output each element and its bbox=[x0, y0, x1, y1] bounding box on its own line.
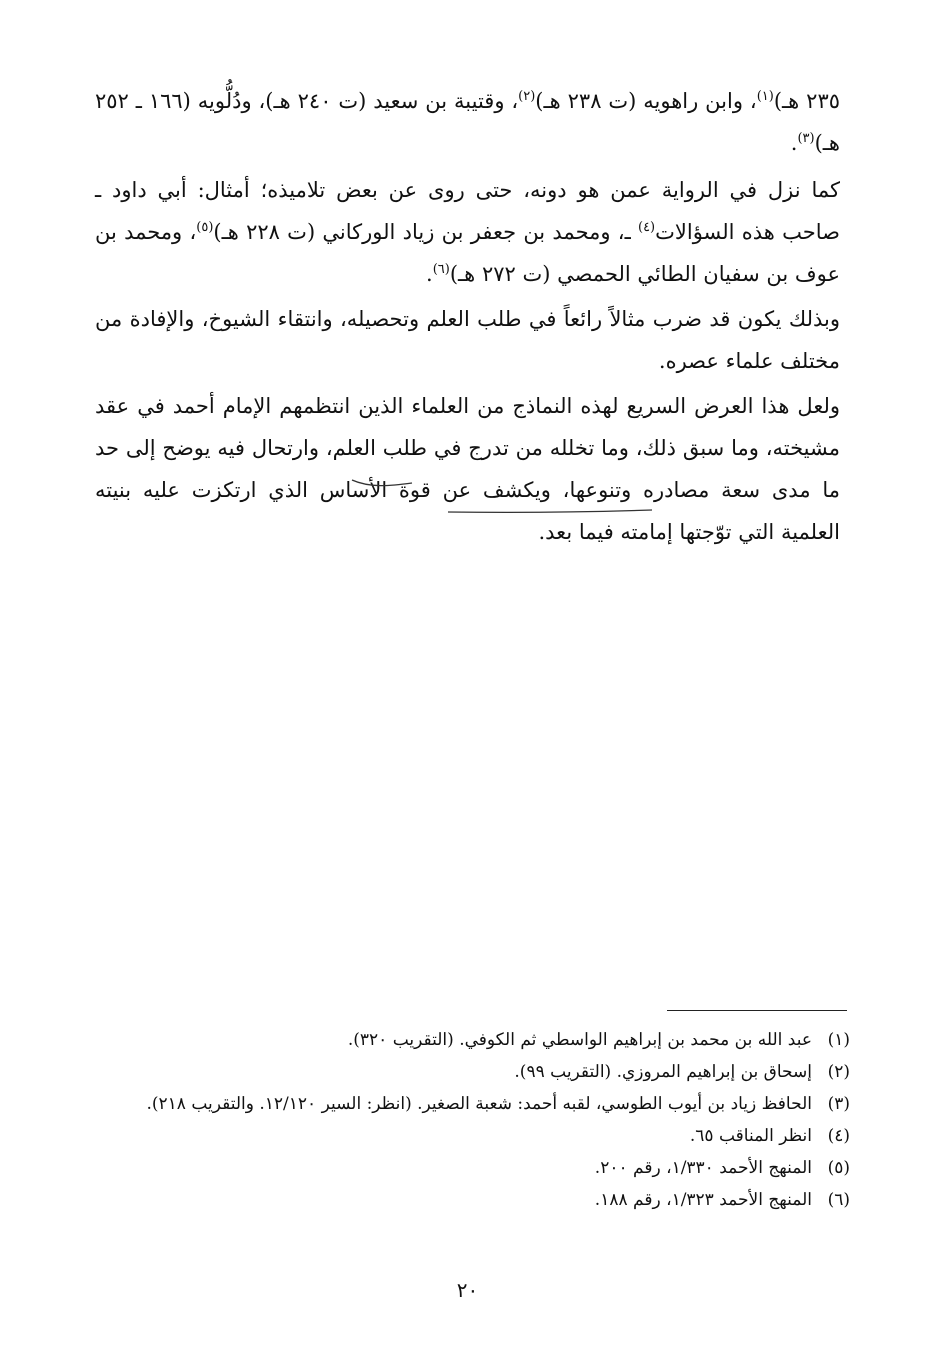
page-number: ٢٠ bbox=[456, 1278, 479, 1302]
footnote-item bbox=[95, 1024, 850, 1056]
footnote-reference: (٣) bbox=[797, 131, 815, 146]
paragraph-text: كما نزل في الرواية عمن هو دونه، حتى روى عن بعض تلاميذه؛ أمثال: أبي داود ـ صاحب هذه السؤالات$^{(٤)}$ ـ، ومحمد بن جعفر بن زياد الوركاني (ت ٢٢٨ هـ)$^{(٥)}$، ومحمد بن عوف بن سفيان الطائي الحمصي (ت ٢٧٢ هـ)$^{(٦)}$. bbox=[95, 178, 840, 286]
footnote-separator bbox=[667, 1010, 847, 1011]
footnote-reference: (٦) bbox=[432, 262, 450, 277]
footnote-text: عبد الله بن محمد بن إبراهيم الواسطي ثم الكوفي. (التقريب ٣٢٠). bbox=[347, 1030, 812, 1050]
footnote-item bbox=[95, 1120, 850, 1152]
body-paragraph-4 bbox=[95, 385, 840, 553]
footnote-text: إسحاق بن إبراهيم المروزي. (التقريب ٩٩). bbox=[514, 1062, 812, 1082]
footnote-number: (١) bbox=[827, 1030, 850, 1050]
footnote-number: (٢) bbox=[827, 1062, 850, 1082]
paragraph-text: وبذلك يكون قد ضرب مثالاً رائعاً في طلب العلم وتحصيله، وانتقاء الشيوخ، والإفادة من مختلف علماء عصره. bbox=[95, 307, 840, 373]
footnote-number: (٦) bbox=[827, 1190, 850, 1210]
footnote-text: انظر المناقب ٦٥. bbox=[689, 1126, 812, 1146]
footnote-number: (٣) bbox=[827, 1094, 850, 1114]
footnote-number: (٥) bbox=[827, 1158, 850, 1178]
footnote-text: المنهج الأحمد ١/٣٢٣، رقم ١٨٨. bbox=[594, 1190, 812, 1210]
footnote-text: الحافظ زياد بن أيوب الطوسي، لقبه أحمد: شعبة الصغير. (انظر: السير ١٢/١٢٠. والتقريب ٢١٨). bbox=[146, 1094, 812, 1114]
footnote-reference: (٥) bbox=[196, 220, 214, 235]
body-paragraph-1 bbox=[95, 80, 840, 164]
footnote-reference: (٤) bbox=[637, 220, 656, 235]
footnote-item bbox=[95, 1184, 850, 1216]
body-paragraph-3 bbox=[95, 298, 840, 382]
footnote-text: المنهج الأحمد ١/٣٣٠، رقم ٢٠٠. bbox=[594, 1158, 812, 1178]
paragraph-text: ٢٣٥ هـ)$^{(١)}$، وابن راهويه (ت ٢٣٨ هـ)$^{(٢)}$، وقتيبة بن سعيد (ت ٢٤٠ هـ)، ودُلُّويه (١٦٦ ـ ٢٥٢ هـ)$^{(٣)}$. bbox=[95, 89, 841, 155]
footnote-item bbox=[95, 1152, 850, 1184]
footnote-reference: (١) bbox=[756, 89, 774, 104]
footnote-number: (٤) bbox=[827, 1126, 850, 1146]
body-paragraph-2 bbox=[95, 169, 840, 295]
footnote-item bbox=[95, 1056, 850, 1088]
footnotes-section bbox=[95, 1024, 850, 1216]
paragraph-text: ولعل هذا العرض السريع لهذه النماذج من العلماء الذين انتظمهم الإمام أحمد في عقد مشيخته، وما سبق ذلك، وما تخلله من تدرج في طلب العلم، وارتحال فيه يوضح إلى حد ما مدى سعة مصادره وتنوعها، ويكشف عن قوة الأساس الذي ارتكزت عليه بنيته العلمية التي توّجتها إمامته فيما بعد. bbox=[95, 394, 840, 544]
footnote-reference: (٢) bbox=[518, 89, 536, 104]
footnote-item bbox=[95, 1088, 850, 1120]
